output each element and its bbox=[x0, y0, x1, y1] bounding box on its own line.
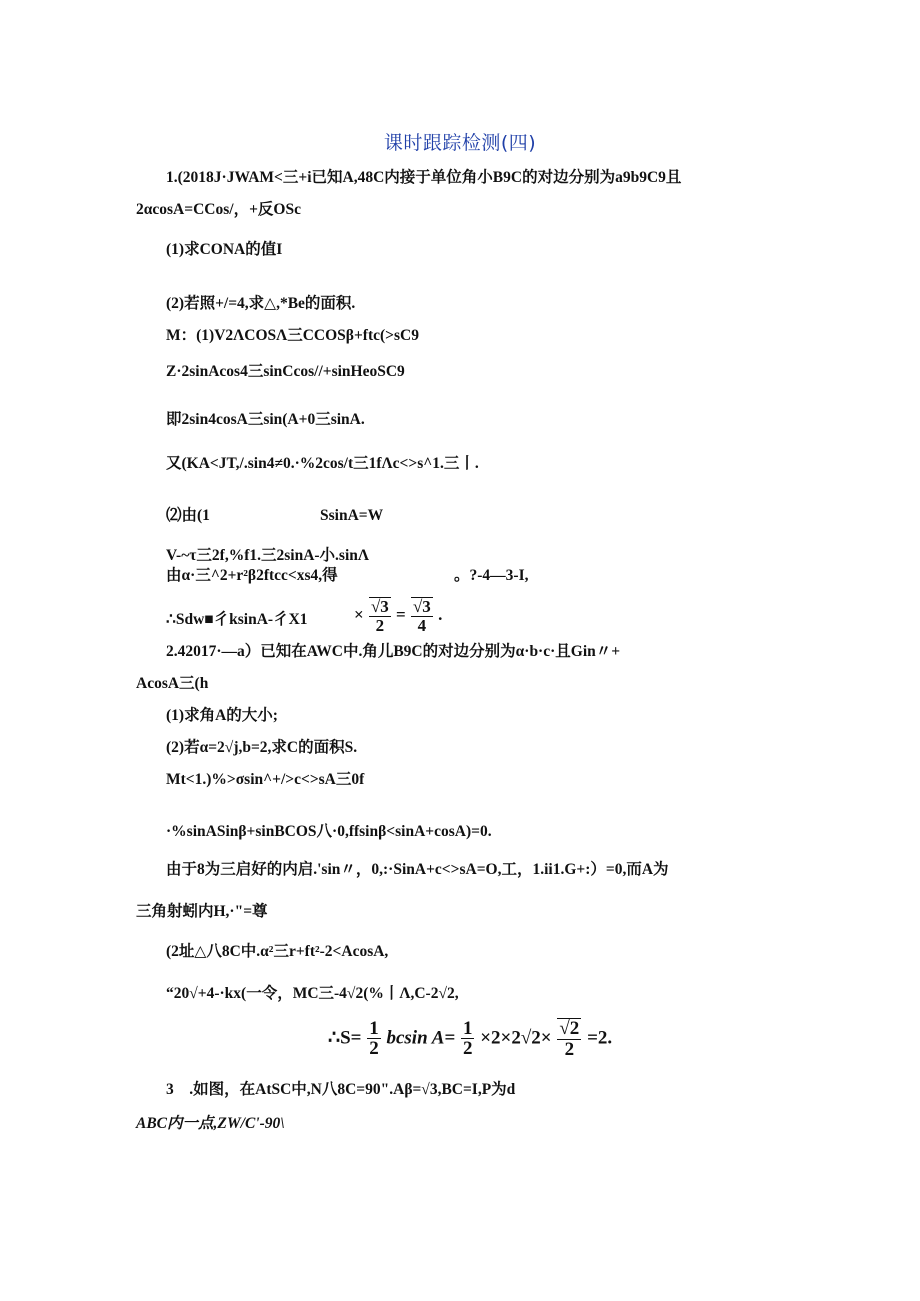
problem-1-line-1: 1.(2018J·JWAM<三+i已知A,48C内接于单位角小B9C的对边分别为a9b9C9且 bbox=[166, 169, 682, 186]
solution-2-line-2: ·%sinASinβ+sinBCOS八·0,ffsinβ<sinA+cosA)=0. bbox=[166, 823, 492, 840]
formula-2-fraction-c bbox=[557, 1018, 581, 1060]
solution-2-line-1: Mt<1.)%>σsin^+/>c<>sA三0f bbox=[166, 771, 365, 788]
formula-2-fraction-a-den: 2 bbox=[369, 1038, 379, 1060]
formula-1-fraction-a-den: 2 bbox=[375, 615, 385, 635]
formula-1-fraction-b-den: 4 bbox=[417, 615, 427, 635]
solution-1-line-4: 又(KA<JT,/.sin4≠0.·%2cos/t三1fΛc<>s^1.三丨. bbox=[166, 455, 479, 472]
formula-2-fraction-b-num: 1 bbox=[462, 1017, 473, 1039]
formula-2-fraction-c-num: √2 bbox=[559, 1018, 580, 1039]
formula-1-fraction-a bbox=[369, 597, 391, 635]
formula-1-fraction-b-num: √3 bbox=[412, 597, 431, 616]
problem-2-part-1: (1)求角A的大小; bbox=[166, 707, 278, 724]
formula-2-fraction-a bbox=[367, 1019, 381, 1060]
formula-2-tail: =2. bbox=[587, 1027, 613, 1049]
problem-1-part-1: (1)求CONA的值I bbox=[166, 241, 283, 258]
solution-1-line-6: V-~τ三2f,%f1.三2sinA-小.sinΛ bbox=[166, 547, 369, 564]
formula-2-fraction-c-den: 2 bbox=[564, 1038, 575, 1060]
problem-3-line-1: 3 .如图，在AtSC中,N八8C=90".Aβ=√3,BC=I,P为d bbox=[166, 1081, 516, 1098]
formula-1-fraction-b bbox=[411, 597, 433, 635]
formula-1-fraction-a-num: √3 bbox=[370, 597, 389, 616]
fraction-formula-2 bbox=[328, 1018, 612, 1060]
solution-2-line-6: “20√+4-·kx(一令，MC三-4√2(%丨Λ,C-2√2, bbox=[166, 985, 459, 1002]
solution-1-line-2: Z·2sinAcos4三sinCcos//+sinHeoSC9 bbox=[166, 363, 405, 380]
formula-2-lead: ∴S= bbox=[328, 1027, 362, 1049]
fraction-formula-1 bbox=[354, 597, 442, 635]
problem-2-line-1: 2.42017·—a）已知在AWC中.角儿B9C的对边分别为α·b·c·且Gin〃+ bbox=[166, 643, 621, 660]
problem-3-line-2: ABC内一点,ZW/C'-90\ bbox=[136, 1115, 285, 1132]
solution-1-line-5b: SsinA=W bbox=[320, 507, 384, 524]
formula-2-fraction-a-num: 1 bbox=[369, 1017, 379, 1039]
problem-2-part-2: (2)若α=2√j,b=2,求C的面积S. bbox=[166, 739, 358, 756]
page-title: 课时跟踪检测(四) bbox=[383, 132, 537, 154]
problem-2-line-2: AcosA三(h bbox=[136, 675, 209, 692]
formula-2-fraction-b bbox=[461, 1019, 475, 1060]
solution-1-line-7: 由α·三^2+r²β2ftcc<xs4,得 bbox=[166, 567, 338, 584]
formula-2-fraction-b-den: 2 bbox=[462, 1038, 473, 1060]
solution-1-line-8: ∴Sdw■彳ksinA-彳X1 bbox=[166, 611, 308, 628]
solution-2-line-4: 三角射蚓内H,·"=尊 bbox=[136, 903, 268, 920]
problem-1-line-2: 2αcosA=CCos/，+反OSc bbox=[136, 201, 301, 218]
solution-1-line-1: M：(1)V2ΛCOSΛ三CCOSβ+ftc(>sC9 bbox=[166, 327, 419, 344]
formula-2-mid2: ×2×2√2× bbox=[480, 1027, 552, 1049]
problem-1-part-2: (2)若照+/=4,求△,*Be的面积. bbox=[166, 295, 356, 312]
solution-1-line-5a: ⑵由(1 bbox=[166, 507, 210, 524]
solution-1-line-3: 即2sin4cosA三sin(A+0三sinA. bbox=[166, 411, 365, 428]
formula-1-prefix: × bbox=[354, 604, 364, 624]
solution-2-line-5: (2址△八8C中.α²三r+ft²-2<AcosA, bbox=[166, 943, 389, 960]
solution-2-line-3: 由于8为三启好的内启.'sin〃，0,:·SinA+c<>sA=O,工，1.ii1.G+:）=0,而A为 bbox=[166, 861, 669, 878]
formula-2-mid: bcsin A= bbox=[386, 1027, 456, 1049]
formula-1-equals: = bbox=[396, 604, 406, 624]
solution-1-line-7-right: 。?-4—3-I, bbox=[454, 567, 529, 584]
formula-1-suffix: . bbox=[438, 604, 443, 624]
